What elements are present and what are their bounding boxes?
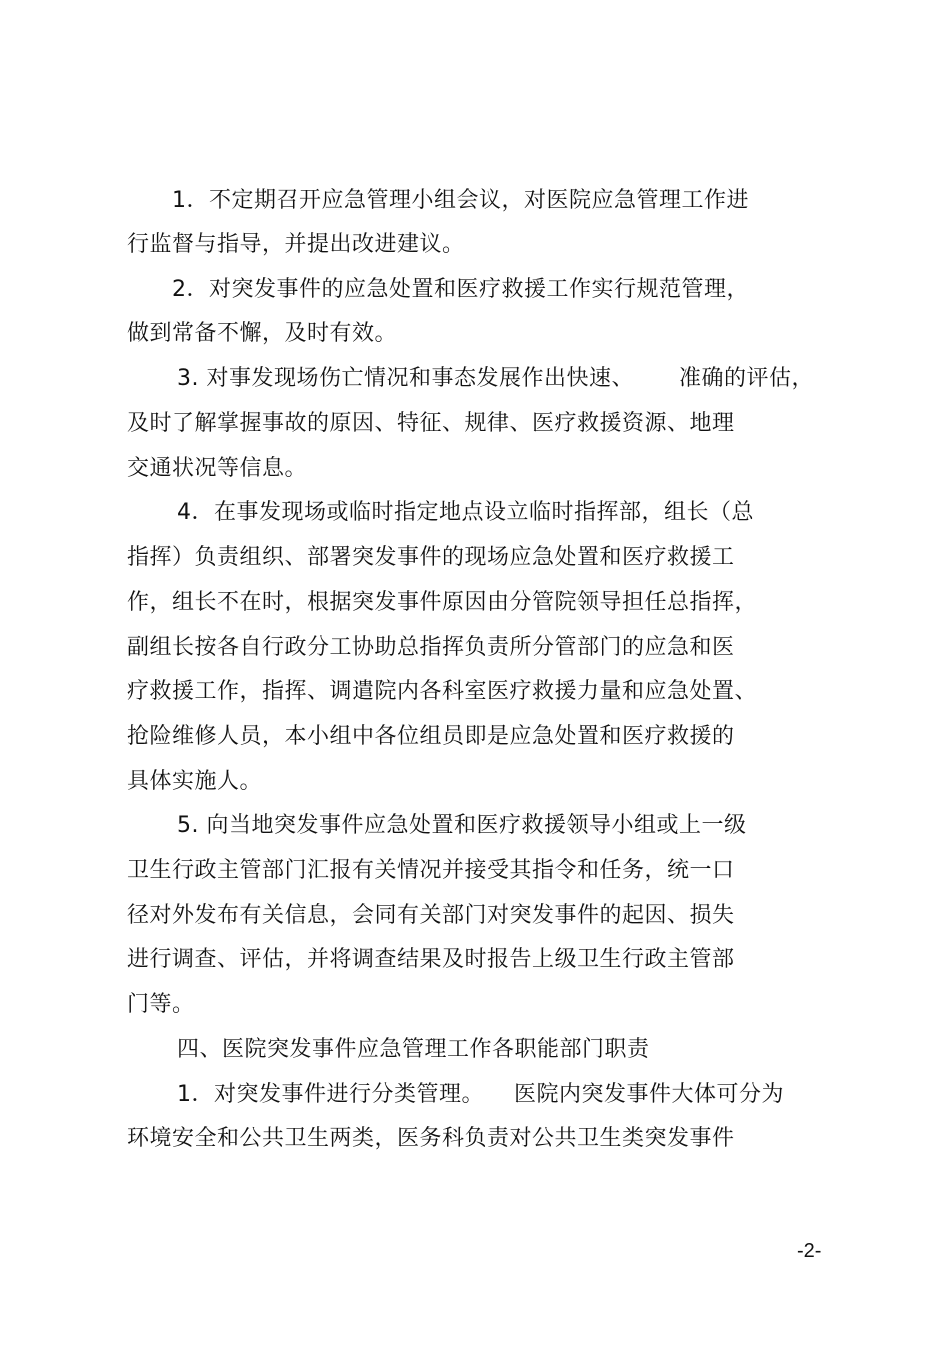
text-line: 及时了解掌握事故的原因、特征、规律、医疗救援资源、地理 <box>127 411 735 436</box>
text-line: 副组长按各自行政分工协助总指挥负责所分管部门的应急和医 <box>127 635 735 660</box>
text-line: 2．对突发事件的应急处置和医疗救援工作实行规范管理， <box>172 277 749 302</box>
text-line: 卫生行政主管部门汇报有关情况并接受其指令和任务，统一口 <box>127 858 735 883</box>
text-line: 做到常备不懈，及时有效。 <box>127 321 398 346</box>
text-line: 3. 对事发现场伤亡情况和事态发展作出快速、 准确的评估， <box>177 366 814 391</box>
section-heading: 四、医院突发事件应急管理工作各职能部门职责 <box>177 1037 650 1062</box>
text-line: 指挥）负责组织、部署突发事件的现场应急处置和医疗救援工 <box>127 545 735 570</box>
text-line: 进行调查、评估，并将调查结果及时报告上级卫生行政主管部 <box>127 947 735 972</box>
text-line: 径对外发布有关信息，会同有关部门对突发事件的起因、损失 <box>127 903 735 928</box>
text-line: 疗救援工作，指挥、调遣院内各科室医疗救援力量和应急处置、 <box>127 679 758 704</box>
text-line: 环境安全和公共卫生两类，医务科负责对公共卫生类突发事件 <box>127 1126 735 1151</box>
page-number: -2- <box>797 1240 822 1262</box>
text-line: 1．不定期召开应急管理小组会议，对医院应急管理工作进 <box>172 188 749 213</box>
text-line: 具体实施人。 <box>127 769 263 794</box>
text-line: 1．对突发事件进行分类管理。 医院内突发事件大体可分为 <box>177 1082 784 1107</box>
text-line: 5. 向当地突发事件应急处置和医疗救援领导小组或上一级 <box>177 813 747 838</box>
text-line: 4．在事发现场或临时指定地点设立临时指挥部，组长（总 <box>177 500 754 525</box>
text-line: 作，组长不在时，根据突发事件原因由分管院领导担任总指挥， <box>127 590 758 615</box>
text-line: 行监督与指导，并提出改进建议。 <box>127 232 465 257</box>
text-line: 门等。 <box>127 992 195 1017</box>
text-line: 抢险维修人员，本小组中各位组员即是应急处置和医疗救援的 <box>127 724 735 749</box>
text-line: 交通状况等信息。 <box>127 456 308 481</box>
